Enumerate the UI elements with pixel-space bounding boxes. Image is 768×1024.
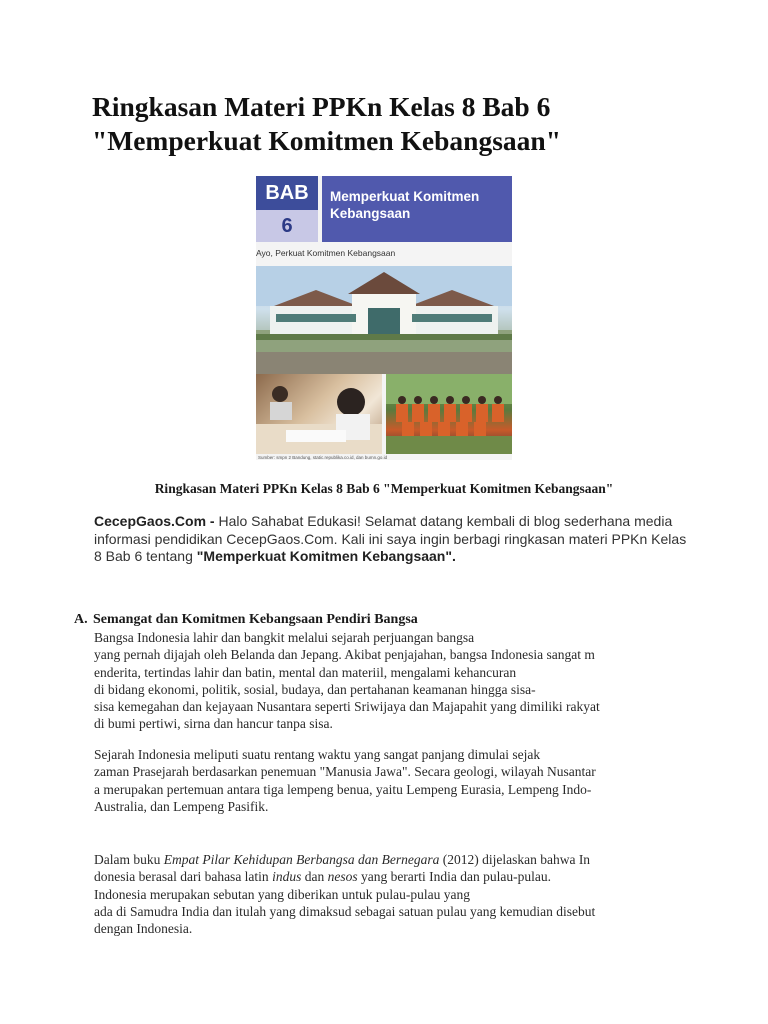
building-photo bbox=[256, 266, 512, 374]
paragraph-line: di bumi pertiwi, sirna dan hancur tanpa sisa. bbox=[94, 716, 333, 732]
page-title bbox=[92, 90, 712, 158]
line-text: (2012) dijelaskan bahwa In bbox=[439, 852, 591, 867]
section-letter: A. bbox=[74, 612, 88, 627]
bab-label: BAB bbox=[256, 176, 318, 210]
paragraph-line: a merupakan pertemuan antara tiga lempeng benua, yaitu Lempeng Eurasia, Lempeng Indo- bbox=[94, 781, 592, 797]
paragraph-3 bbox=[94, 851, 692, 937]
section-a-heading bbox=[74, 612, 714, 628]
cover-caption: Ayo, Perkuat Komitmen Kebangsaan bbox=[256, 248, 396, 258]
paragraph-2 bbox=[94, 746, 692, 815]
line-text: Dalam buku bbox=[94, 852, 164, 867]
title-line-2: "Memperkuat Komitmen Kebangsaan" bbox=[92, 125, 561, 156]
paragraph-line: Indonesia merupakan sebutan yang diberikan untuk pulau-pulau yang bbox=[94, 886, 471, 902]
paragraph-line: Sejarah Indonesia meliputi suatu rentang waktu yang sangat panjang dimulai sejak bbox=[94, 747, 541, 762]
line-text: donesia berasal dari bahasa latin bbox=[94, 869, 273, 885]
paragraph-line bbox=[94, 851, 692, 868]
intro-paragraph bbox=[94, 513, 694, 566]
building-illustration bbox=[256, 266, 512, 374]
paragraph-line: yang pernah dijajah oleh Belanda dan Jepang. Akibat penjajahan, bangsa Indonesia sangat m bbox=[94, 647, 595, 663]
bab-number: 6 bbox=[256, 210, 318, 242]
section-heading-text: Semangat dan Komitmen Kebangsaan Pendiri Bangsa bbox=[93, 612, 418, 627]
paragraph-line: di bidang ekonomi, politik, sosial, budaya, dan pertahanan keamanan hingga sisa- bbox=[94, 681, 536, 697]
chapter-cover-image bbox=[256, 176, 512, 460]
term-indus: indus bbox=[272, 869, 302, 885]
team-photo bbox=[386, 374, 512, 454]
chapter-title-banner bbox=[322, 176, 512, 242]
paragraph-line: Australia, dan Lempeng Pasifik. bbox=[94, 798, 269, 814]
site-name: CecepGaos.Com bbox=[94, 513, 207, 529]
paragraph-line: enderita, tertindas lahir dan batin, mental dan materiil, mengalami kehancuran bbox=[94, 664, 517, 680]
paragraph-line: sisa kemegahan dan kejayaan Nusantara seperti Sriwijaya dan Majapahit yang dimiliki rakyat bbox=[94, 699, 600, 715]
line-text: dan bbox=[301, 869, 328, 885]
paragraph-line: dengan Indonesia. bbox=[94, 921, 193, 937]
image-caption: Ringkasan Materi PPKn Kelas 8 Bab 6 "Memperkuat Komitmen Kebangsaan" bbox=[154, 481, 614, 496]
paragraph-line: Bangsa Indonesia lahir dan bangkit melalui sejarah perjuangan bangsa bbox=[94, 630, 475, 645]
chapter-title-line-1: Memperkuat Komitmen bbox=[330, 189, 480, 204]
intro-topic: "Memperkuat Komitmen Kebangsaan". bbox=[196, 548, 456, 564]
intro-dash: - bbox=[206, 513, 219, 529]
paragraph-line bbox=[94, 868, 692, 885]
team-illustration bbox=[386, 374, 512, 454]
paragraph-1 bbox=[94, 629, 692, 733]
term-nesos: nesos bbox=[327, 869, 358, 885]
line-text: yang berarti India dan pulau-pulau. bbox=[357, 869, 552, 885]
paragraph-line: zaman Prasejarah berdasarkan penemuan "Manusia Jawa". Secara geologi, wilayah Nusantar bbox=[94, 764, 596, 780]
intro-text: Halo Sahabat Edukasi! Selamat datang kembali di blog sederhana media informasi pendidikan CecepGaos.Com. Kali ini saya ingin berbagi ringkasan materi PPKn Kelas 8 Bab 6 tentang bbox=[94, 513, 687, 564]
chapter-title-line-2: Kebangsaan bbox=[330, 206, 411, 221]
title-line-1: Ringkasan Materi PPKn Kelas 8 Bab 6 bbox=[92, 91, 551, 122]
bab-badge bbox=[256, 176, 318, 242]
classroom-photo bbox=[256, 374, 382, 454]
book-title: Empat Pilar Kehidupan Berbangsa dan Bernegara bbox=[163, 852, 440, 867]
photo-source: Sumber: smpn 2 Bandung, static.republika.co.id, dan bumn.go.id bbox=[258, 455, 388, 460]
classroom-illustration bbox=[256, 374, 382, 454]
paragraph-line: ada di Samudra India dan itulah yang dimaksud sebagai satuan pulau yang kemudian disebut bbox=[94, 903, 596, 919]
